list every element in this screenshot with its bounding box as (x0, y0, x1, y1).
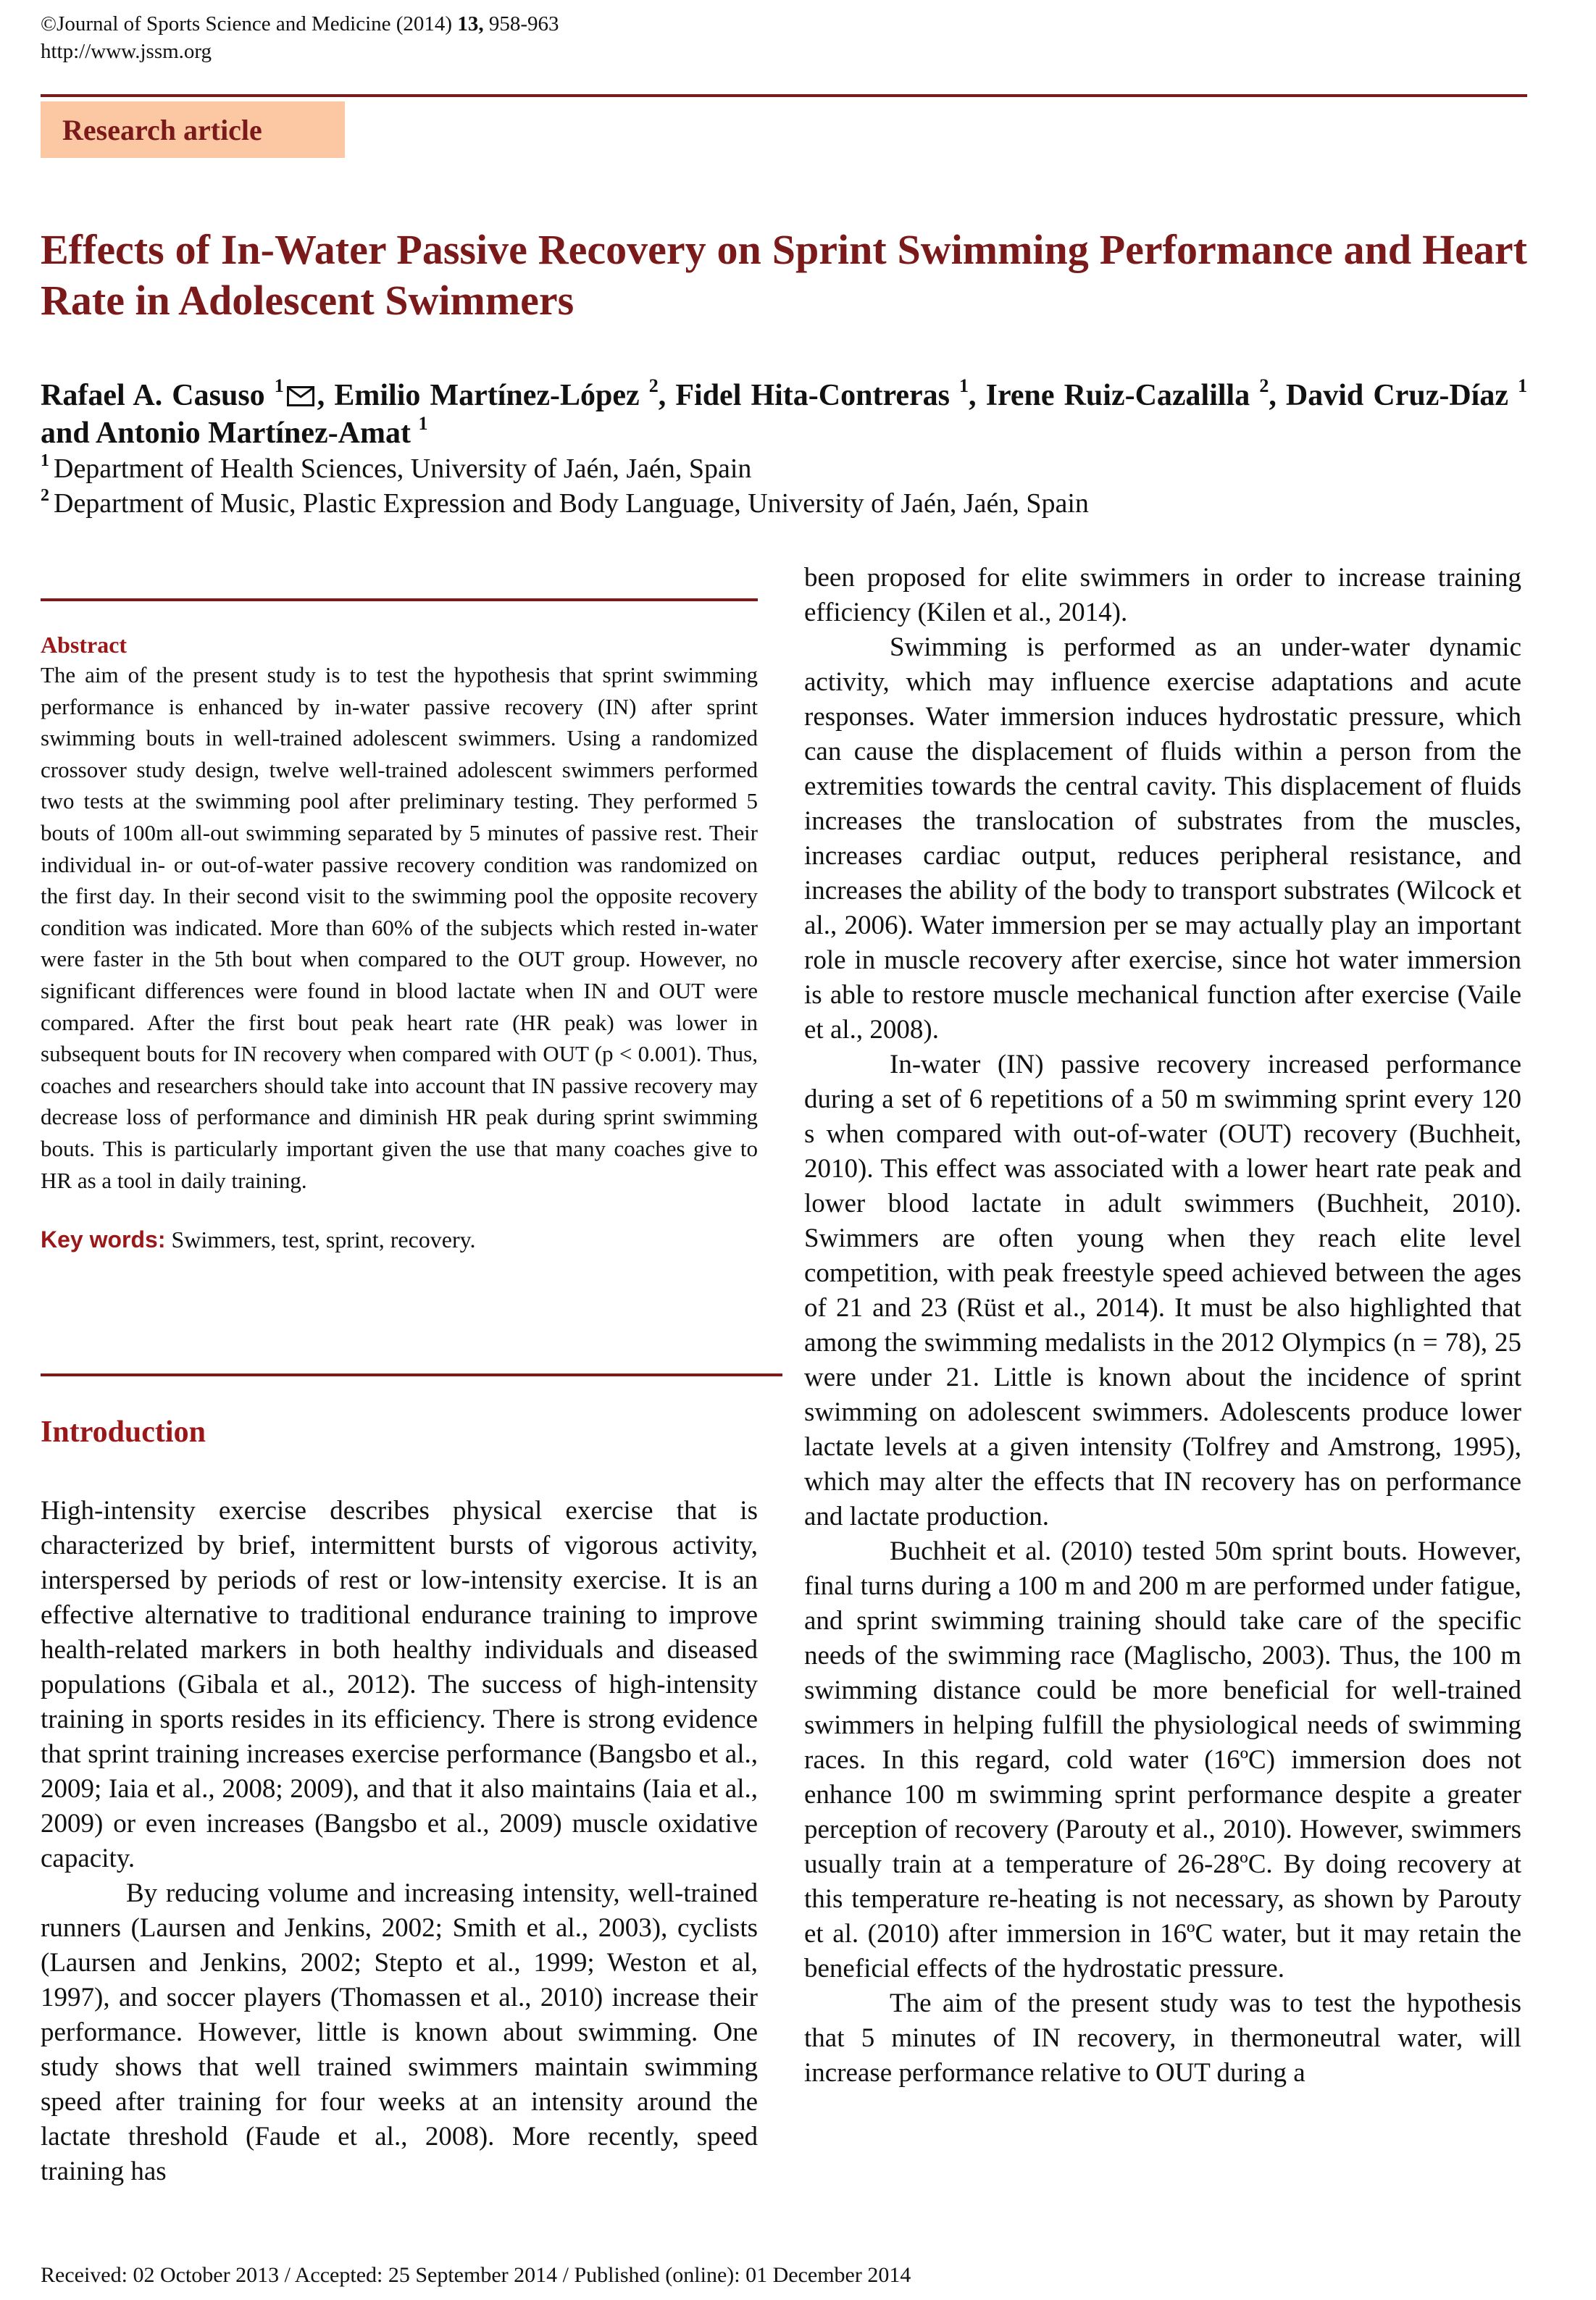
keywords-label: Key words: (41, 1226, 166, 1253)
journal-volume: 13, (457, 12, 484, 35)
keywords-text: Swimmers, test, sprint, recovery. (165, 1226, 476, 1253)
right-paragraph-4: Buchheit et al. (2010) tested 50m sprint bouts. However, final turns during a 100 m and 200 m are performed under fatigue, and sprint swimming training should take care of the specific needs of the swimming race (Maglischo, 2003). Thus, the 100 m swimming distance could be more beneficial for well-trained swimmers in helping fulfill the physiological needs of swimming races. In this regard, cold water (16ºC) immersion does not enhance 100 m swimming sprint performance despite a greater perception of recovery (Parouty et al., 2010). However, swimmers usually train at a temperature of 26-28ºC. By doing recovery at this temperature re-heating is not necessary, as shown by Parouty et al. (2010) after immersion in 16ºC water, but it may retain the beneficial effects of the hydrostatic pressure. (804, 1536, 1521, 1983)
introduction-heading: Introduction (41, 1415, 206, 1449)
author-name: Irene Ruiz-Cazalilla (985, 379, 1250, 412)
author-name: Rafael A. Casuso (41, 379, 265, 412)
abstract-top-rule (41, 598, 758, 601)
publication-dates-footer: Received: 02 October 2013 / Accepted: 25 September 2014 / Published (online): 01 December 2014 (41, 2263, 911, 2287)
journal-header (41, 10, 559, 65)
author-name: Fidel Hita-Contreras (675, 379, 950, 412)
right-column (804, 561, 1521, 2091)
author-separator: , (969, 379, 986, 412)
abstract-heading: Abstract (41, 632, 128, 658)
keywords (41, 1225, 758, 1254)
author-affiliation-mark: 1 (418, 413, 428, 434)
author-affiliation-mark: 2 (648, 375, 659, 396)
journal-pages: 958-963 (483, 12, 559, 35)
author-name: Antonio Martínez-Amat (95, 417, 411, 450)
left-column (41, 580, 758, 1254)
affiliation-1: $^1$ Department of Health Sciences, University of Jaén, Jaén, Spain (41, 451, 752, 484)
intro-paragraph-2: By reducing volume and increasing intensity, well-trained runners (Laursen and Jenkins, 2002; Smith et al., 2003), cyclists (Laursen and Jenkins, 2002; Stepto et al., 1999; Weston et al, 1997), and soccer players (Thomassen et al., 2010) increase their performance. However, little is known about swimming. One study shows that well trained swimmers maintain swimming speed after training for four weeks at an intensity around the lactate threshold (Faude et al., 2008). More recently, speed training has (41, 1878, 758, 2186)
article-title: Effects of In-Water Passive Recovery on Sprint Swimming Performance and Heart Rate in Adolescent Swimmers (41, 226, 1527, 324)
author-separator: , (317, 379, 335, 412)
right-paragraph-5: The aim of the present study was to test the hypothesis that 5 minutes of IN recovery, in thermoneutral water, will increase performance relative to OUT during a (804, 1989, 1521, 2088)
author-separator: , (1269, 379, 1286, 412)
article-type-badge (41, 101, 345, 158)
author-separator: and (41, 417, 96, 450)
author-affiliation-mark: 2 (1259, 375, 1269, 396)
author-list (41, 377, 1527, 452)
journal-citation: ©Journal of Sports Science and Medicine (2014) 13, 958-963 (41, 12, 559, 35)
introduction-left-column (41, 1494, 758, 2189)
author-name: Emilio Martínez-López (334, 379, 640, 412)
right-paragraph-2: Swimming is performed as an under-water dynamic activity, which may influence exercise adaptations and acute responses. Water immersion induces hydrostatic pressure, which can cause the displacement of fluids within a person from the extremities towards the central cavity. This displacement of fluids increases the translocation of substrates from the muscles, increases cardiac output, reduces peripheral resistance, and increases the ability of the body to transport substrates (Wilcock et al., 2006). Water immersion per se may actually play an important role in muscle recovery after exercise, since hot water immersion is able to restore muscle mechanical function after exercise (Vaile et al., 2008). (804, 632, 1521, 1045)
author-affiliation-mark: 1 (959, 375, 969, 396)
abstract-text: The aim of the present study is to test the hypothesis that sprint swimming performance is enhanced by in-water passive recovery (IN) after sprint swimming bouts in well-trained adolescent swimmers. Using a randomized crossover study design, twelve well-trained adolescent swimmers performed two tests at the swimming pool after preliminary testing. They performed 5 bouts of 100m all-out swimming separated by 5 minutes of passive rest. Their individual in- or out-of-water passive recovery condition was randomized on the first day. In their second visit to the swimming pool the opposite recovery condition was indicated. More than 60% of the subjects which rested in-water were faster in the 5th bout when compared to the OUT group. However, no significant differences were found in blood lactate when IN and OUT were compared. After the first bout peak heart rate (HR peak) was lower in subsequent bouts for IN recovery when compared with OUT (p < 0.001). Thus, coaches and researchers should take into account that IN passive recovery may decrease loss of performance and diminish HR peak during sprint swimming bouts. This is particularly important given the use that many coaches give to HR as a tool in daily training. (41, 662, 758, 1193)
right-paragraph-1: been proposed for elite swimmers in order to increase training efficiency (Kilen et al., 2014). (804, 563, 1521, 627)
author-separator: , (658, 379, 676, 412)
affiliation-2: $^2$ Department of Music, Plastic Expression and Body Language, University of Jaén, Jaén, Spain (41, 486, 1089, 519)
article-type-label: Research article (62, 114, 262, 146)
envelope-icon[interactable] (287, 386, 314, 406)
intro-paragraph-1: High-intensity exercise describes physical exercise that is characterized by brief, intermittent bursts of vigorous activity, interspersed by periods of rest or low-intensity exercise. It is an effective alternative to traditional endurance training to improve health-related markers in both healthy individuals and diseased populations (Gibala et al., 2012). The success of high-intensity training in sports resides in its efficiency. There is strong evidence that sprint training increases exercise performance (Bangsbo et al., 2009; Iaia et al., 2008; 2009), and that it also maintains (Iaia et al., 2009) or even increases (Bangsbo et al., 2009) muscle oxidative capacity. (41, 1496, 758, 1873)
right-paragraph-3: In-water (IN) passive recovery increased performance during a set of 6 repetitions of a 50 m swimming sprint every 120 s when compared with out-of-water (OUT) recovery (Buchheit, 2010). This effect was associated with a lower heart rate peak and lower blood lactate in adult swimmers (Buchheit, 2010). Swimmers are often young when they reach elite level competition, with peak freestyle speed achieved between the ages of 21 and 23 (Rüst et al., 2014). It must be also highlighted that among the swimming medalists in the 2012 Olympics (n = 78), 25 were under 21. Little is known about the incidence of sprint swimming on adolescent swimmers. Adolescents produce lower lactate levels at a given intensity (Tolfrey and Amstrong, 1995), which may alter the effects that IN recovery has on performance and lactate production. (804, 1050, 1521, 1531)
author-affiliation-mark: 1 (1518, 375, 1528, 396)
author-affiliation-mark: 1 (274, 375, 284, 396)
header-divider (41, 94, 1527, 97)
journal-url[interactable]: http://www.jssm.org (41, 40, 212, 63)
author-name: David Cruz-Díaz (1285, 379, 1508, 412)
keywords-divider (41, 1373, 782, 1376)
